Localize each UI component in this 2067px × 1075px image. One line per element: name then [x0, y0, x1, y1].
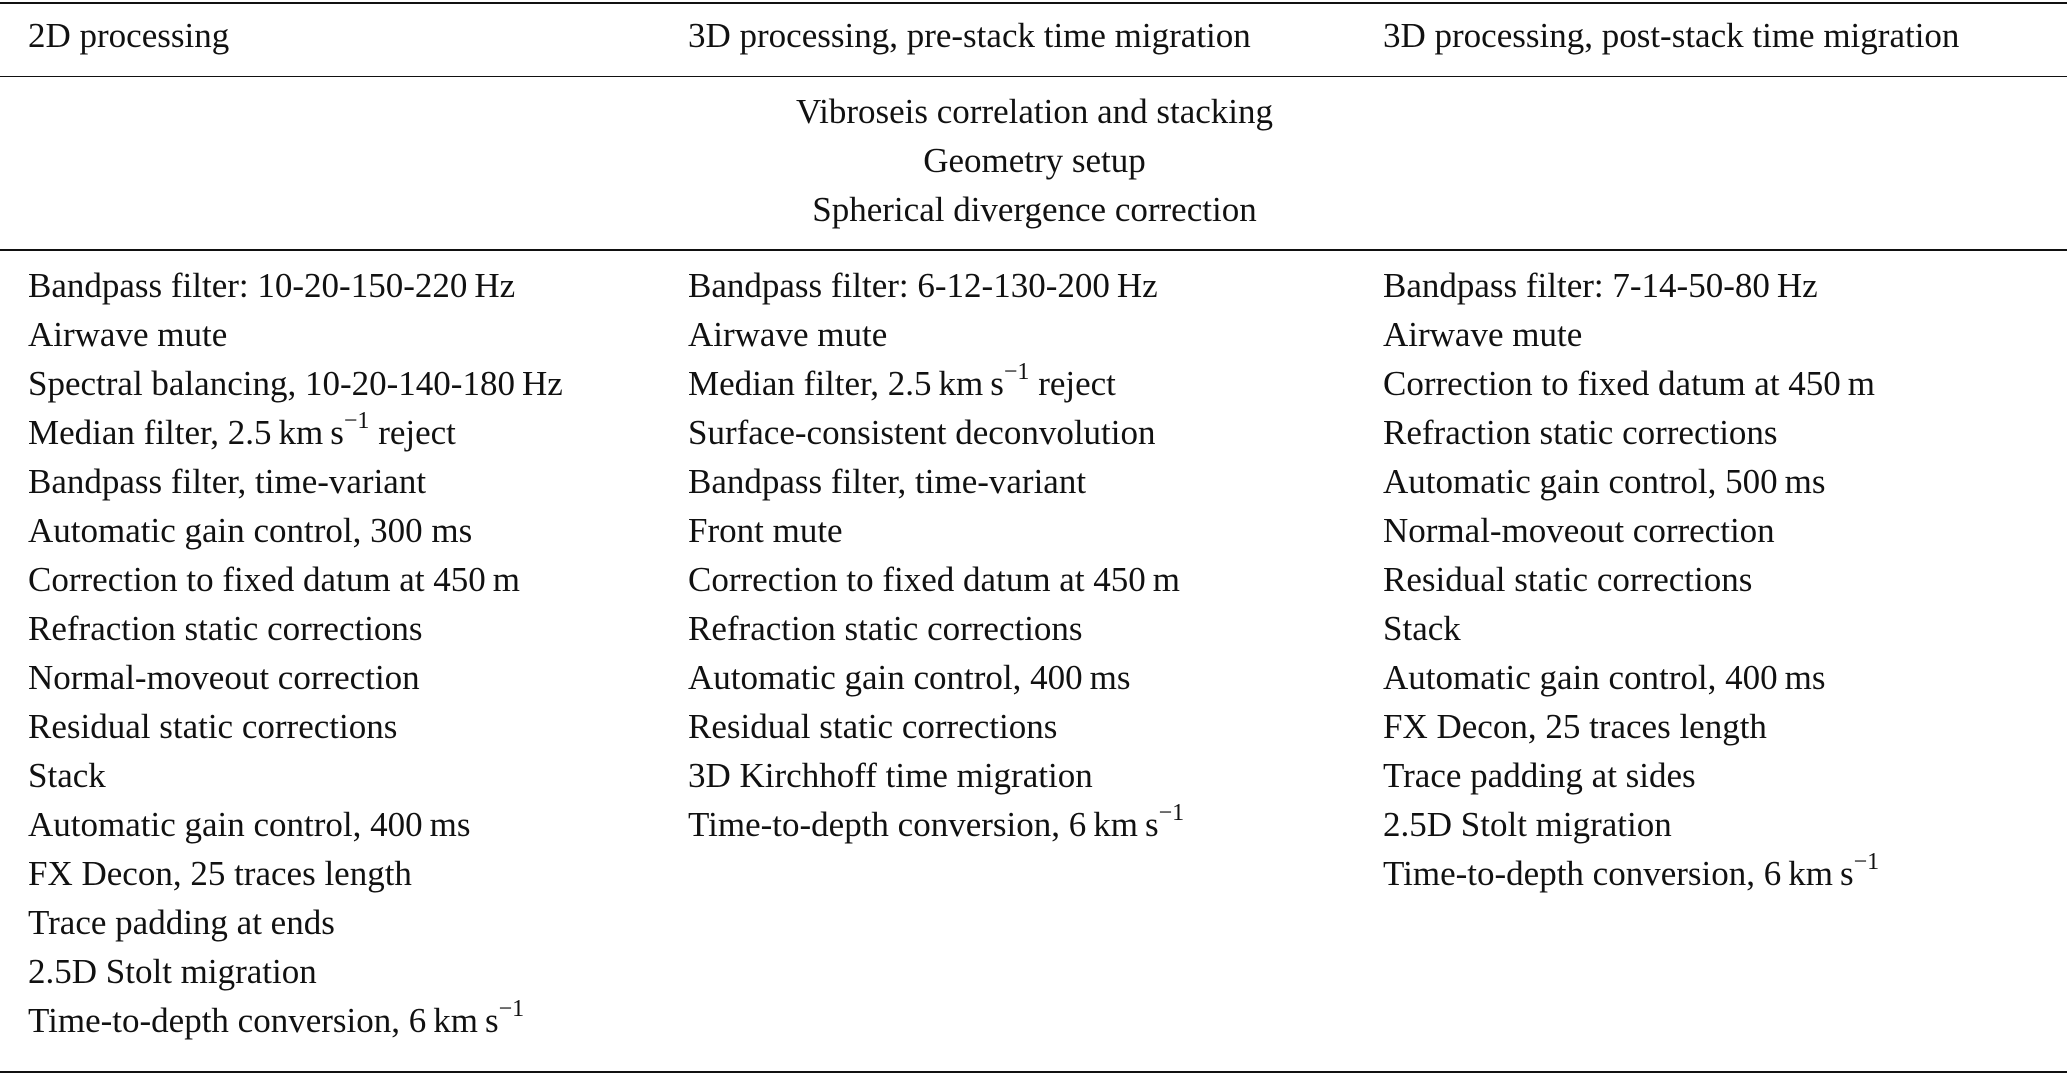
step-item: Automatic gain control, 500 ms: [1383, 462, 1826, 501]
step-item: Spectral balancing, 10-20-140-180 Hz: [28, 364, 563, 403]
step-superscript: −1: [498, 996, 525, 1023]
steps-3d-prestack: [688, 261, 1184, 849]
step-item: Bandpass filter: 6-12-130-200 Hz: [688, 266, 1158, 305]
step-item: Refraction static corrections: [688, 609, 1083, 648]
step-item: Trace padding at sides: [1383, 756, 1696, 795]
step-text: Time-to-depth conversion, 6 km s: [688, 805, 1159, 844]
step-item: 2.5D Stolt migration: [28, 952, 317, 991]
step-item: Bandpass filter, time-variant: [688, 462, 1087, 501]
step-suffix: reject: [378, 413, 456, 452]
step-item: [688, 359, 1184, 408]
header-2d-processing: 2D processing: [28, 16, 230, 55]
step-item: [1383, 849, 1879, 898]
step-item: Bandpass filter: 7-14-50-80 Hz: [1383, 266, 1818, 305]
step-item: FX Decon, 25 traces length: [28, 854, 412, 893]
common-step: Spherical divergence correction: [812, 190, 1257, 229]
step-item: Bandpass filter, time-variant: [28, 462, 427, 501]
step-suffix: reject: [1038, 364, 1116, 403]
step-item: Normal-moveout correction: [28, 658, 420, 697]
step-item: Stack: [28, 756, 106, 795]
step-item: Refraction static corrections: [28, 609, 423, 648]
step-item: Correction to fixed datum at 450 m: [1383, 364, 1876, 403]
step-item: Automatic gain control, 400 ms: [688, 658, 1131, 697]
steps-2d-processing: [28, 261, 563, 1045]
step-item: Airwave mute: [688, 315, 888, 354]
step-item: Residual static corrections: [28, 707, 398, 746]
common-step: Geometry setup: [923, 141, 1146, 180]
common-steps-rule: [0, 249, 2067, 251]
common-step: Vibroseis correlation and stacking: [795, 92, 1274, 131]
step-text: Time-to-depth conversion, 6 km s: [28, 1001, 499, 1040]
step-item: FX Decon, 25 traces length: [1383, 707, 1767, 746]
step-superscript: −1: [1158, 800, 1185, 827]
step-superscript: −1: [343, 408, 370, 435]
step-text: Time-to-depth conversion, 6 km s: [1383, 854, 1854, 893]
step-item: Normal-moveout correction: [1383, 511, 1775, 550]
header-3d-poststack: 3D processing, post-stack time migration: [1383, 16, 1960, 55]
step-superscript: −1: [1003, 359, 1030, 386]
step-item: 3D Kirchhoff time migration: [688, 756, 1093, 795]
header-3d-prestack: 3D processing, pre-stack time migration: [688, 16, 1251, 55]
step-item: Residual static corrections: [688, 707, 1058, 746]
step-item: Bandpass filter: 10-20-150-220 Hz: [28, 266, 516, 305]
step-item: Automatic gain control, 300 ms: [28, 511, 473, 550]
step-item: Refraction static corrections: [1383, 413, 1778, 452]
step-item: Correction to fixed datum at 450 m: [28, 560, 521, 599]
step-item: Correction to fixed datum at 450 m: [688, 560, 1181, 599]
header-rule: [0, 76, 2067, 77]
steps-3d-poststack: [1383, 261, 1879, 898]
step-item: Surface-consistent deconvolution: [688, 413, 1156, 452]
step-item: Front mute: [688, 511, 843, 550]
step-item: Stack: [1383, 609, 1461, 648]
step-item: Residual static corrections: [1383, 560, 1753, 599]
step-item: Airwave mute: [28, 315, 228, 354]
step-item: [688, 800, 1184, 849]
top-rule: [0, 2, 2067, 4]
step-item: 2.5D Stolt migration: [1383, 805, 1672, 844]
step-superscript: −1: [1853, 849, 1880, 876]
step-item: Automatic gain control, 400 ms: [28, 805, 471, 844]
step-item: Airwave mute: [1383, 315, 1583, 354]
common-steps: [0, 87, 2067, 234]
step-item: Trace padding at ends: [28, 903, 335, 942]
step-item: [28, 408, 563, 457]
step-text: Median filter, 2.5 km s: [688, 364, 1004, 403]
step-text: Median filter, 2.5 km s: [28, 413, 344, 452]
step-item: [28, 996, 563, 1045]
step-item: Automatic gain control, 400 ms: [1383, 658, 1826, 697]
bottom-rule: [0, 1071, 2067, 1073]
